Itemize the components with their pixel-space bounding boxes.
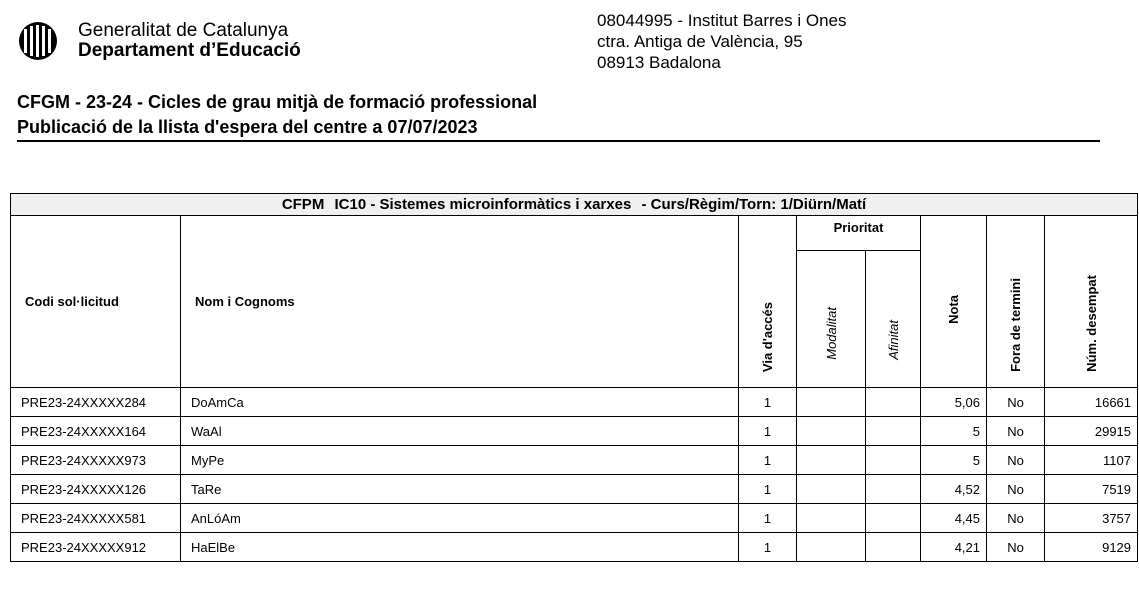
- col-header-nota-label: Nota: [946, 295, 961, 324]
- cell-nota: 4,21: [921, 533, 987, 562]
- cell-num: 7519: [1045, 475, 1138, 504]
- title-line1: CFGM - 23-24 - Cicles de grau mitjà de formació professional: [17, 92, 538, 112]
- cell-modalitat: [797, 446, 866, 475]
- cell-via: 1: [739, 417, 797, 446]
- organization-name: [78, 21, 301, 61]
- table-row: [11, 504, 1138, 533]
- generalitat-logo-icon: [18, 21, 70, 61]
- cell-afinitat: [866, 504, 921, 533]
- cell-code: PRE23-24XXXXX973: [11, 446, 181, 475]
- cell-name: DoAmCa: [181, 388, 739, 417]
- title-line2: Publicació de la llista d'espera del centre a 07/07/2023: [17, 117, 478, 137]
- cell-modalitat: [797, 388, 866, 417]
- org-line1: Generalitat de Catalunya: [78, 20, 289, 41]
- col-header-code: Codi sol·licitud: [11, 216, 181, 388]
- document-title: [17, 90, 537, 140]
- cell-name: HaElBe: [181, 533, 739, 562]
- cell-nota: 4,52: [921, 475, 987, 504]
- cell-fora: No: [987, 504, 1045, 533]
- cell-modalitat: [797, 504, 866, 533]
- cell-modalitat: [797, 533, 866, 562]
- course-code-name: IC10 - Sistemes microinformàtics i xarxes: [334, 196, 632, 213]
- cell-afinitat: [866, 417, 921, 446]
- title-underline: [17, 140, 1100, 142]
- cell-fora: No: [987, 533, 1045, 562]
- cell-code: PRE23-24XXXXX126: [11, 475, 181, 504]
- school-line2: ctra. Antiga de València, 95: [597, 32, 803, 51]
- course-regime: - Curs/Règim/Torn: 1/Diürn/Matí: [641, 196, 867, 213]
- col-header-afinitat-label: Afinitat: [885, 320, 901, 360]
- table-body: [11, 388, 1138, 562]
- cell-num: 1107: [1045, 446, 1138, 475]
- cell-nota: 5: [921, 446, 987, 475]
- header-logo: [18, 21, 301, 61]
- cell-fora: No: [987, 417, 1045, 446]
- cell-modalitat: [797, 417, 866, 446]
- cell-nota: 5: [921, 417, 987, 446]
- cell-via: 1: [739, 388, 797, 417]
- cell-name: MyPe: [181, 446, 739, 475]
- school-info: [597, 10, 846, 73]
- cell-num: 3757: [1045, 504, 1138, 533]
- table-row: [11, 417, 1138, 446]
- cell-afinitat: [866, 475, 921, 504]
- cell-num: 9129: [1045, 533, 1138, 562]
- cell-nota: 4,45: [921, 504, 987, 533]
- table-row: [11, 446, 1138, 475]
- col-header-afinitat: [866, 251, 921, 388]
- cell-code: PRE23-24XXXXX581: [11, 504, 181, 533]
- course-center: CFPM: [281, 196, 325, 213]
- col-header-fora: [987, 216, 1045, 388]
- school-line3: 08913 Badalona: [597, 53, 721, 72]
- cell-code: PRE23-24XXXXX284: [11, 388, 181, 417]
- col-header-num-label: Núm. desempat: [1083, 275, 1099, 372]
- cell-afinitat: [866, 533, 921, 562]
- cell-via: 1: [739, 446, 797, 475]
- waiting-list-table: [10, 193, 1138, 562]
- cell-nota: 5,06: [921, 388, 987, 417]
- cell-num: 29915: [1045, 417, 1138, 446]
- cell-num: 16661: [1045, 388, 1138, 417]
- cell-fora: No: [987, 388, 1045, 417]
- cell-modalitat: [797, 475, 866, 504]
- col-header-fora-label: Fora de termini: [1008, 278, 1023, 372]
- table-row: [11, 533, 1138, 562]
- col-header-modalitat: [797, 251, 866, 388]
- col-header-via: [739, 216, 797, 388]
- cell-fora: No: [987, 446, 1045, 475]
- cell-via: 1: [739, 475, 797, 504]
- course-header-row: [11, 194, 1138, 216]
- cell-afinitat: [866, 388, 921, 417]
- col-header-nota: [921, 216, 987, 388]
- cell-name: TaRe: [181, 475, 739, 504]
- cell-via: 1: [739, 533, 797, 562]
- col-header-prioritat: Prioritat: [797, 216, 921, 251]
- col-header-num: [1045, 216, 1138, 388]
- course-header: [11, 194, 1138, 216]
- school-line1: 08044995 - Institut Barres i Ones: [597, 11, 847, 30]
- cell-afinitat: [866, 446, 921, 475]
- cell-fora: No: [987, 475, 1045, 504]
- cell-code: PRE23-24XXXXX164: [11, 417, 181, 446]
- table-row: [11, 475, 1138, 504]
- cell-code: PRE23-24XXXXX912: [11, 533, 181, 562]
- col-header-via-label: Via d'accés: [760, 301, 775, 372]
- org-line2: Departament d’Educació: [78, 40, 301, 61]
- col-header-name: Nom i Cognoms: [181, 216, 739, 388]
- cell-name: WaAl: [181, 417, 739, 446]
- column-header-row-1: [11, 216, 1138, 251]
- cell-name: AnLóAm: [181, 504, 739, 533]
- cell-via: 1: [739, 504, 797, 533]
- table-row: [11, 388, 1138, 417]
- col-header-modalitat-label: Modalitat: [823, 307, 839, 360]
